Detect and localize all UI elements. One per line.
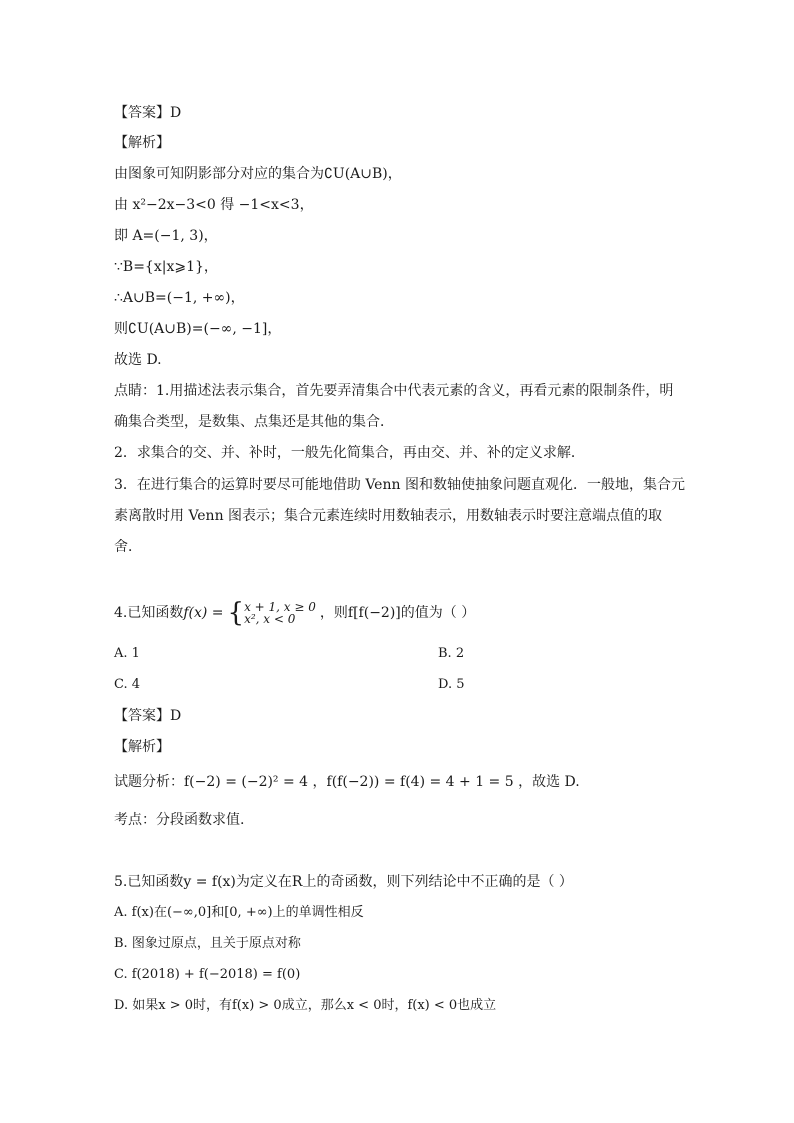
q3-tip-1: 点睛：1.用描述法表示集合，首先要弄清集合中代表元素的含义，再看元素的限制条件，明: [114, 383, 674, 399]
q4-stem-suffix: ，则f[f(−2)]的值为（ ）: [319, 605, 476, 621]
q3-line-5: ∴A∪B=(−1, +∞)，: [114, 290, 245, 306]
q3-line-3: 即 A=(−1, 3)，: [114, 228, 218, 244]
q5-stem: 5.已知函数y = f(x)为定义在R上的奇函数，则下列结论中不正确的是（ ）: [114, 874, 573, 890]
q4-stem-prefix: 4.已知函数: [114, 605, 184, 621]
q4-analysis-header: 【解析】: [114, 739, 170, 755]
q3-tip-3: 2．求集合的交、并、补时，一般先化简集合，再由交、并、补的定义求解．: [114, 445, 585, 461]
q3-line-6: 则∁U(A∪B)=(−∞, −1]，: [114, 321, 282, 337]
q3-line-1: 由图象可知阴影部分对应的集合为∁U(A∪B)，: [114, 166, 402, 182]
q4-case-1: x + 1, x ≥ 0: [244, 600, 316, 614]
q5-option-d: D. 如果x > 0时，有f(x) > 0成立，那么x < 0时，f(x) < 0也成立: [114, 998, 497, 1013]
q3-analysis-header: 【解析】: [114, 135, 170, 151]
q3-line-7: 故选 D.: [114, 352, 162, 368]
q3-tip-2: 确集合类型，是数集、点集还是其他的集合．: [114, 414, 394, 430]
q3-line-4: ∵B={x|x⩾1}，: [114, 259, 218, 275]
q4-option-c: C. 4: [114, 677, 141, 692]
q4-solution: 试题分析：f(−2) = (−2)² = 4 ，f(f(−2)) = f(4) = 4 + 1 = 5 ，故选 D.: [114, 774, 580, 790]
q4-answer: 【答案】D: [114, 708, 182, 724]
q5-option-c: C. f(2018) + f(−2018) = f(0): [114, 967, 301, 982]
q4-option-b: B. 2: [438, 646, 465, 661]
q4-option-d: D. 5: [438, 677, 465, 692]
brace-icon: {: [227, 598, 245, 628]
q4-kaodian: 考点：分段函数求值.: [114, 812, 245, 828]
q4-option-a: A. 1: [114, 646, 140, 661]
q4-stem: [114, 600, 475, 626]
q5-option-a: A. f(x)在(−∞,0]和[0, +∞)上的单调性相反: [114, 905, 364, 920]
q4-case-2: x², x < 0: [244, 612, 296, 626]
q4-func: f(x) =: [183, 605, 224, 621]
q3-answer: 【答案】D: [114, 105, 182, 121]
q3-tip-6: 舍．: [114, 539, 142, 555]
q4-piecewise: [228, 600, 316, 626]
q3-line-2: 由 x²−2x−3<0 得 −1<x<3，: [114, 197, 314, 213]
q5-option-b: B. 图象过原点，且关于原点对称: [114, 936, 301, 951]
q3-tip-5: 素离散时用 Venn 图表示；集合元素连续时用数轴表示，用数轴表示时要注意端点值的取: [114, 508, 663, 524]
q3-tip-4: 3．在进行集合的运算时要尽可能地借助 Venn 图和数轴使抽象问题直观化．一般地，集合元: [114, 477, 685, 493]
